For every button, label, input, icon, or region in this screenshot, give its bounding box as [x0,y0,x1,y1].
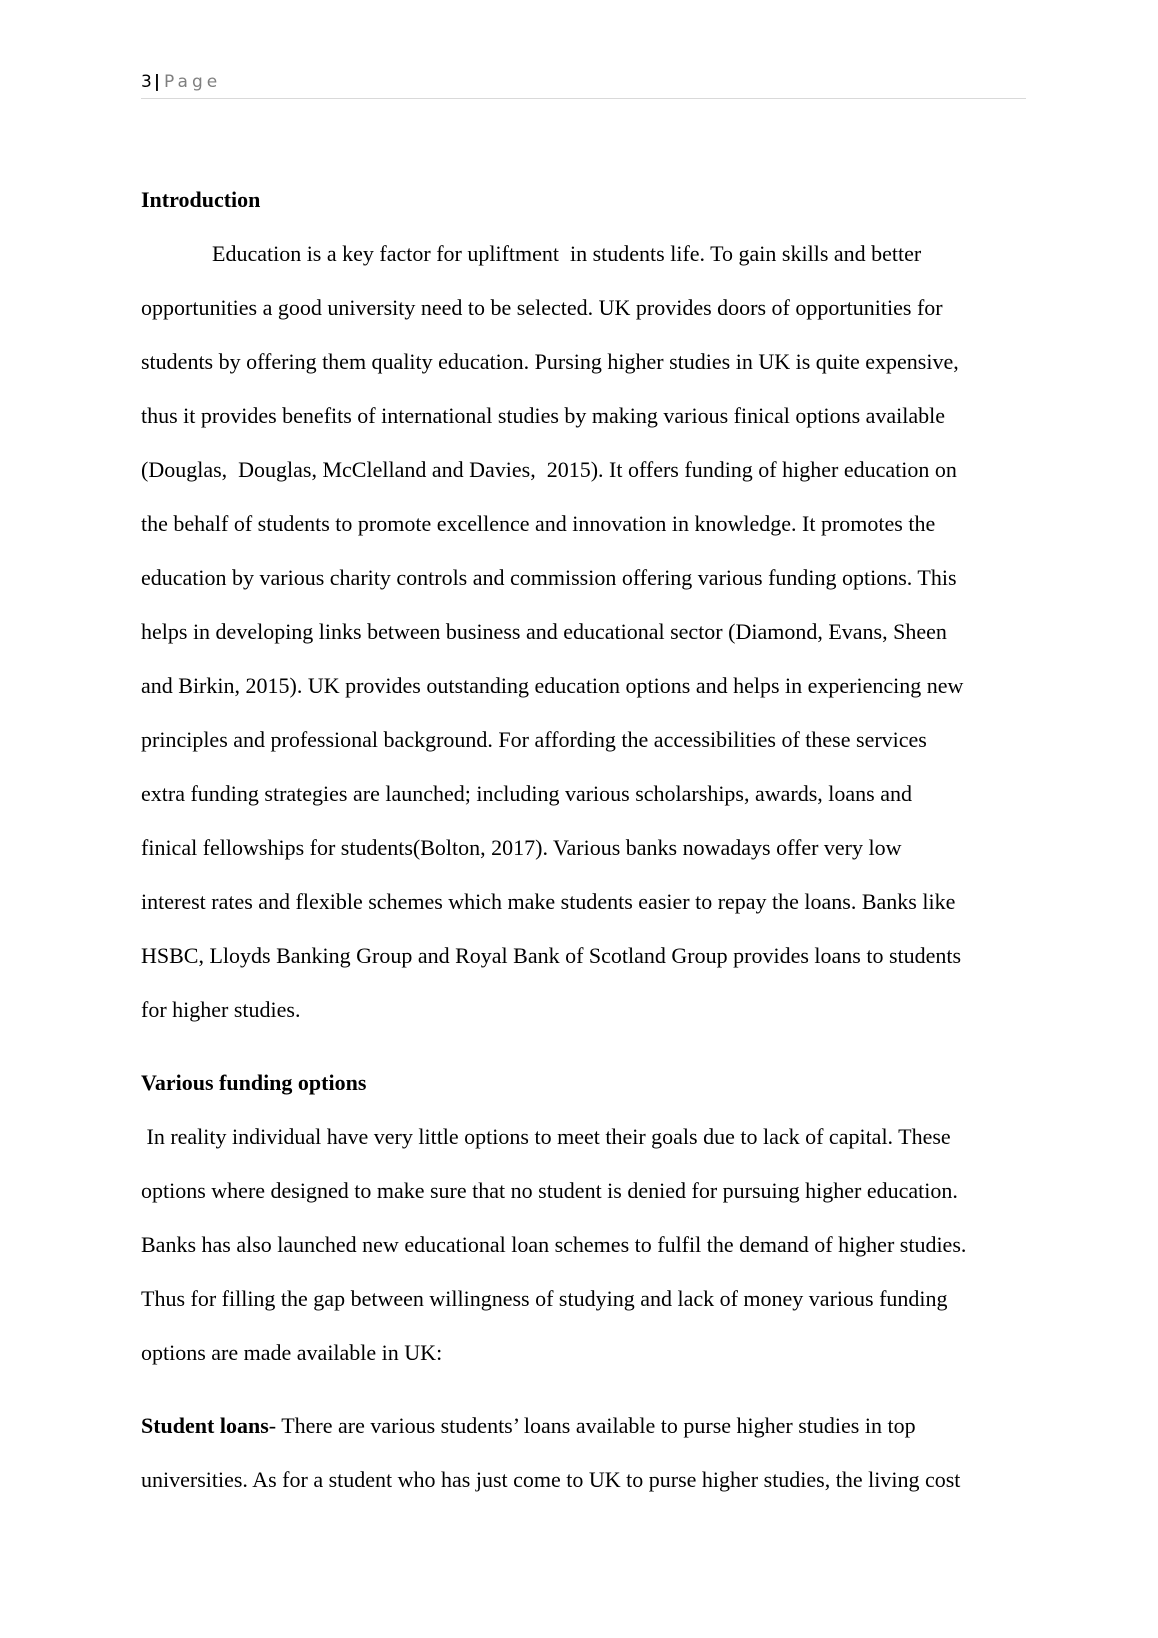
page-header [141,70,1026,99]
paragraph-line: helps in developing links between business and educational sector (Diamond, Evans, Sheen [141,619,947,644]
paragraph-line: principles and professional background. For affording the accessibilities of these services [141,727,927,752]
paragraph-line: In reality individual have very little options to meet their goals due to lack of capital. These [141,1124,951,1149]
paragraph-line: options are made available in UK: [141,1340,443,1365]
page-number-separator: | [153,72,161,92]
paragraph-line: education by various charity controls and commission offering various funding options. This [141,565,957,590]
paragraph-line: and Birkin, 2015). UK provides outstanding education options and helps in experiencing new [141,673,964,698]
paragraph-line: students by offering them quality education. Pursing higher studies in UK is quite expensive, [141,349,959,374]
paragraph-line: thus it provides benefits of international studies by making various finical options available [141,403,946,428]
student-loans-text: - There are various students’ loans available to purse higher studies in top [268,1413,916,1438]
paragraph-line: Education is a key factor for upliftment in students life. To gain skills and better [212,241,922,266]
paragraph-line: (Douglas, Douglas, McClelland and Davies, 2015). It offers funding of higher education on [141,457,957,482]
page-label: Page [164,72,222,92]
funding-options-heading: Various funding options [141,1070,367,1095]
paragraph-line: extra funding strategies are launched; including various scholarships, awards, loans and [141,781,912,806]
paragraph-line: interest rates and flexible schemes which make students easier to repay the loans. Banks like [141,889,956,914]
paragraph-line: for higher studies. [141,997,301,1022]
paragraph-line: the behalf of students to promote excellence and innovation in knowledge. It promotes the [141,511,936,536]
page-number: 3 [141,72,152,92]
student-loans-term: Student loans [141,1413,269,1438]
paragraph-line: Banks has also launched new educational loan schemes to fulfil the demand of higher studies. [141,1232,967,1257]
paragraph-line: finical fellowships for students(Bolton, 2017). Various banks nowadays offer very low [141,835,902,860]
student-loans-paragraph-line [141,1413,916,1439]
paragraph-line: opportunities a good university need to be selected. UK provides doors of opportunities for [141,295,943,320]
paragraph-line: HSBC, Lloyds Banking Group and Royal Bank of Scotland Group provides loans to students [141,943,962,968]
paragraph-line: options where designed to make sure that no student is denied for pursuing higher education. [141,1178,958,1203]
introduction-heading: Introduction [141,187,261,212]
paragraph-line: universities. As for a student who has just come to UK to purse higher studies, the living cost [141,1467,961,1492]
paragraph-line: Thus for filling the gap between willingness of studying and lack of money various funding [141,1286,948,1311]
